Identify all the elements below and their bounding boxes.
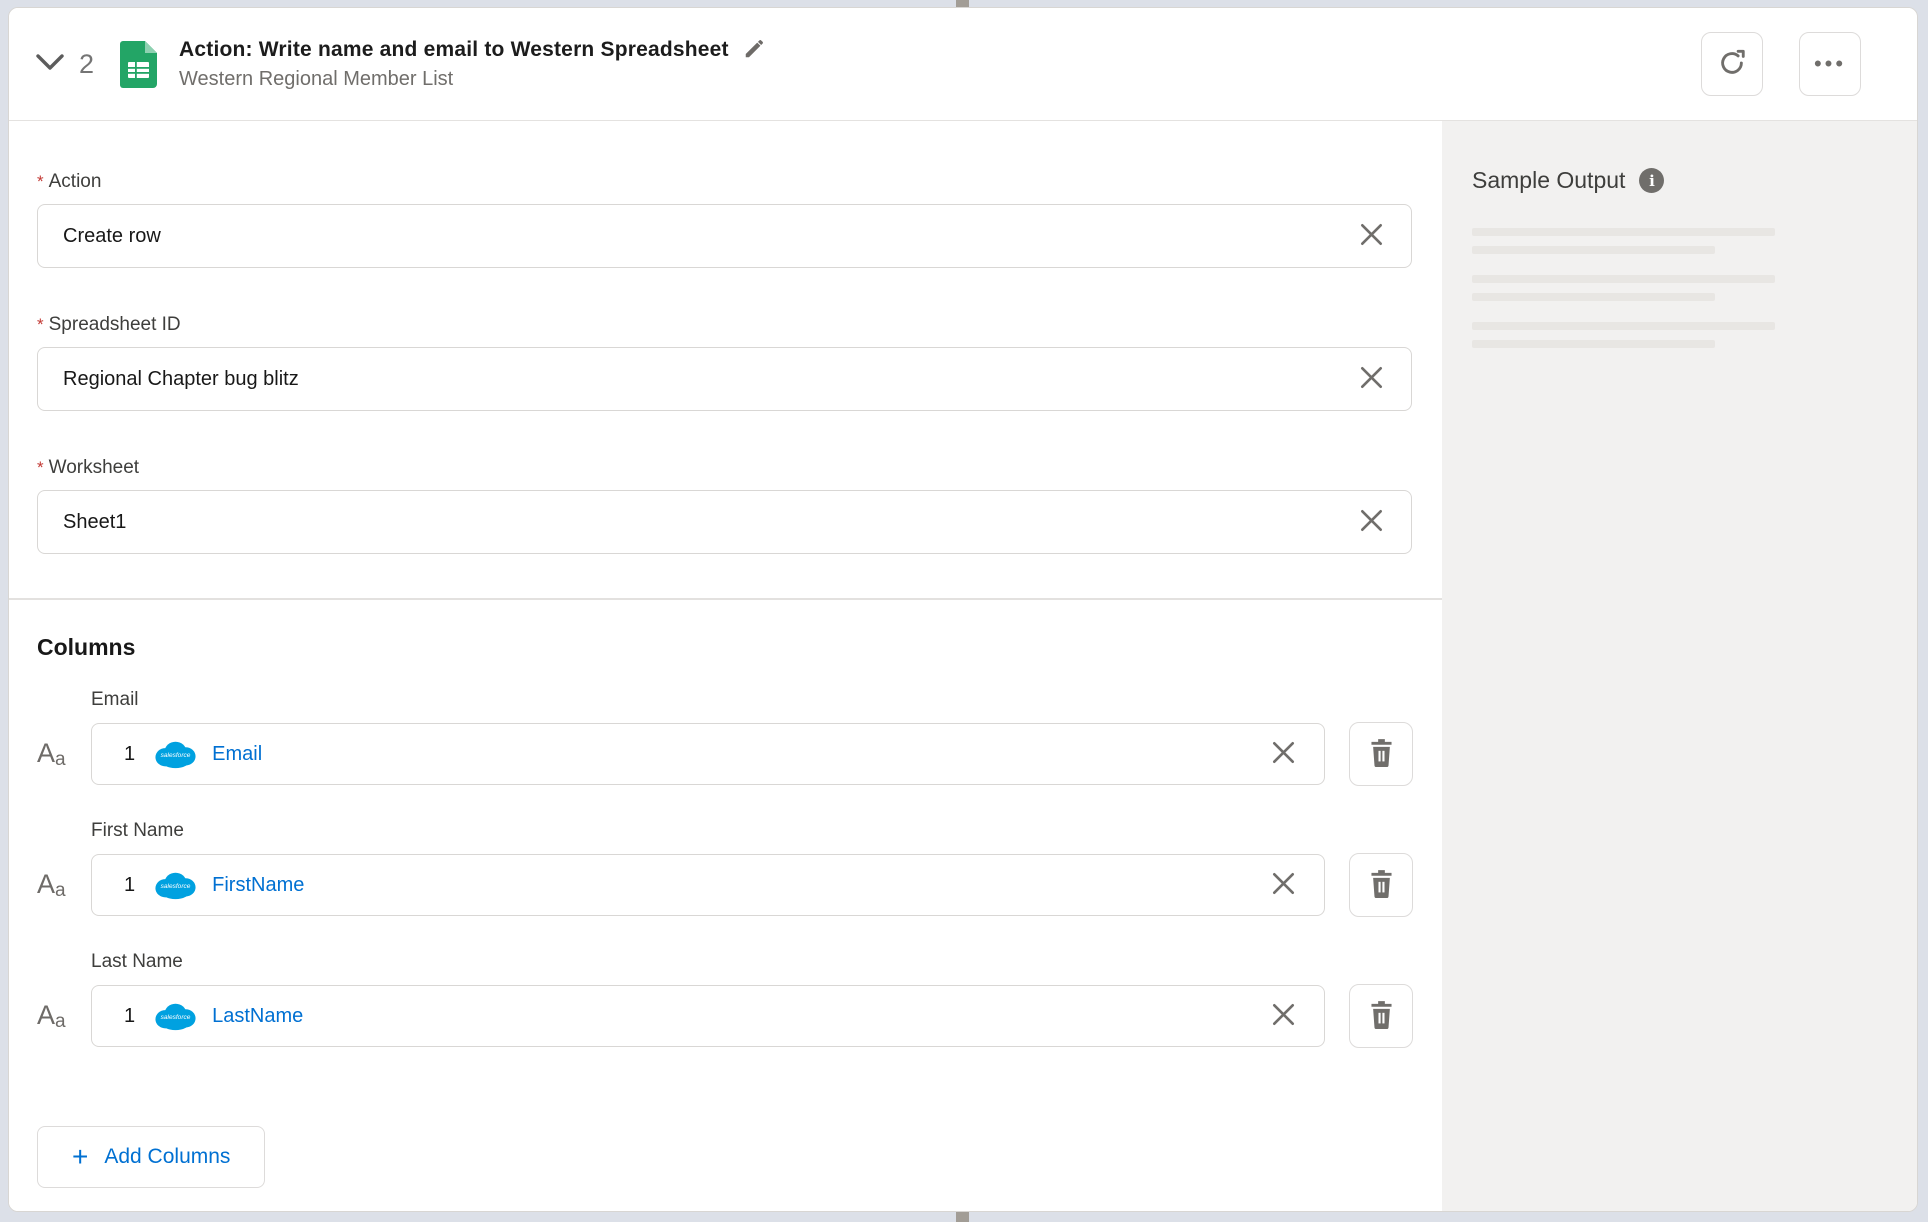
salesforce-icon: [153, 870, 198, 901]
worksheet-field-label: Worksheet: [48, 457, 140, 478]
step-body: [9, 121, 1917, 1211]
mapped-field-name: LastName: [212, 1004, 304, 1027]
close-icon: [1272, 1003, 1295, 1029]
add-columns-button[interactable]: [37, 1126, 265, 1188]
svg-text:salesforce: salesforce: [160, 751, 191, 759]
clear-column-button[interactable]: [1268, 739, 1298, 769]
clear-worksheet-button[interactable]: [1356, 507, 1386, 537]
step-title: Action: Write name and email to Western Spreadsheet: [179, 38, 729, 61]
column-group-first-name: [37, 820, 1413, 917]
sample-output-panel: [1442, 121, 1917, 1211]
clear-spreadsheet-id-button[interactable]: [1356, 364, 1386, 394]
token-row-number: 1: [124, 742, 136, 765]
field-group-action: [37, 171, 1412, 268]
token-row-number: 1: [124, 873, 136, 896]
field-group-spreadsheet-id: [37, 314, 1412, 411]
step-header-actions: [1701, 32, 1861, 96]
sample-output-skeleton: [1472, 322, 1887, 348]
close-icon: [1272, 741, 1295, 767]
action-field-label: Action: [48, 171, 102, 192]
required-asterisk: *: [37, 172, 44, 191]
worksheet-input[interactable]: [37, 490, 1412, 554]
refresh-button[interactable]: [1701, 32, 1763, 96]
delete-column-button[interactable]: [1349, 984, 1413, 1048]
step-title-block: [179, 38, 765, 91]
ellipsis-icon: •••: [1813, 51, 1847, 76]
close-icon: [1272, 872, 1295, 898]
close-icon: [1360, 366, 1383, 392]
delete-column-button[interactable]: [1349, 722, 1413, 786]
configuration-panel: [9, 121, 1442, 1211]
pencil-icon: [743, 38, 765, 63]
chevron-down-icon: [36, 54, 64, 74]
text-type-icon: A a: [37, 737, 66, 770]
required-asterisk: *: [37, 458, 44, 477]
mapped-field-name: Email: [212, 742, 263, 765]
salesforce-field-token[interactable]: [153, 739, 262, 770]
collapse-step-button[interactable]: [33, 47, 67, 81]
skeleton-line: [1472, 246, 1715, 254]
spreadsheet-id-field-label: Spreadsheet ID: [48, 314, 181, 335]
plus-icon: +: [72, 1141, 89, 1172]
column-row: [37, 853, 1413, 917]
salesforce-icon: [153, 739, 198, 770]
column-group-last-name: [37, 951, 1413, 1048]
column-value-input[interactable]: [91, 854, 1325, 916]
column-label: Email: [91, 689, 139, 710]
salesforce-icon: [153, 1001, 198, 1032]
spreadsheet-id-input[interactable]: [37, 347, 1412, 411]
refresh-icon: [1717, 48, 1747, 81]
columns-section: [9, 600, 1442, 1188]
salesforce-field-token[interactable]: [153, 1001, 303, 1032]
clear-column-button[interactable]: [1268, 1001, 1298, 1031]
sample-output-title: Sample Output: [1472, 167, 1626, 193]
google-sheets-icon: [120, 41, 157, 88]
salesforce-field-token[interactable]: [153, 870, 304, 901]
step-subtitle: Western Regional Member List: [179, 67, 454, 90]
flow-connector-top: [956, 0, 969, 7]
column-value-input[interactable]: [91, 985, 1325, 1047]
mapped-field-name: FirstName: [212, 873, 305, 896]
token-row-number: 1: [124, 1004, 136, 1027]
column-value-input[interactable]: [91, 723, 1325, 785]
trash-icon: [1368, 1000, 1395, 1032]
add-columns-label: Add Columns: [104, 1145, 231, 1168]
trash-icon: [1368, 738, 1395, 770]
required-asterisk: *: [37, 315, 44, 334]
info-icon[interactable]: i: [1639, 168, 1664, 193]
close-icon: [1360, 509, 1383, 535]
trash-icon: [1368, 869, 1395, 901]
clear-column-button[interactable]: [1268, 870, 1298, 900]
text-type-icon: A a: [37, 868, 66, 901]
skeleton-line: [1472, 228, 1775, 236]
skeleton-line: [1472, 340, 1715, 348]
columns-heading: Columns: [37, 634, 136, 660]
clear-action-button[interactable]: [1356, 221, 1386, 251]
column-group-email: [37, 689, 1413, 786]
close-icon: [1360, 223, 1383, 249]
skeleton-line: [1472, 322, 1775, 330]
fields-section: [9, 121, 1442, 598]
column-label: First Name: [91, 820, 184, 841]
step-header: [9, 8, 1917, 121]
column-row: [37, 722, 1413, 786]
more-options-button[interactable]: [1799, 32, 1861, 96]
skeleton-line: [1472, 293, 1715, 301]
delete-column-button[interactable]: [1349, 853, 1413, 917]
svg-text:salesforce: salesforce: [160, 1013, 191, 1021]
sample-output-skeleton: [1472, 228, 1887, 254]
step-header-left: [33, 38, 765, 91]
flow-connector-bottom: [956, 1212, 969, 1222]
text-type-icon: A a: [37, 999, 66, 1032]
svg-text:salesforce: salesforce: [160, 882, 191, 890]
field-group-worksheet: [37, 457, 1412, 554]
column-label: Last Name: [91, 951, 183, 972]
sample-output-skeleton: [1472, 275, 1887, 301]
step-number: 2: [79, 48, 95, 79]
action-input[interactable]: [37, 204, 1412, 268]
action-step-card: [8, 7, 1918, 1212]
edit-title-button[interactable]: [743, 38, 765, 63]
skeleton-line: [1472, 275, 1775, 283]
column-row: [37, 984, 1413, 1048]
